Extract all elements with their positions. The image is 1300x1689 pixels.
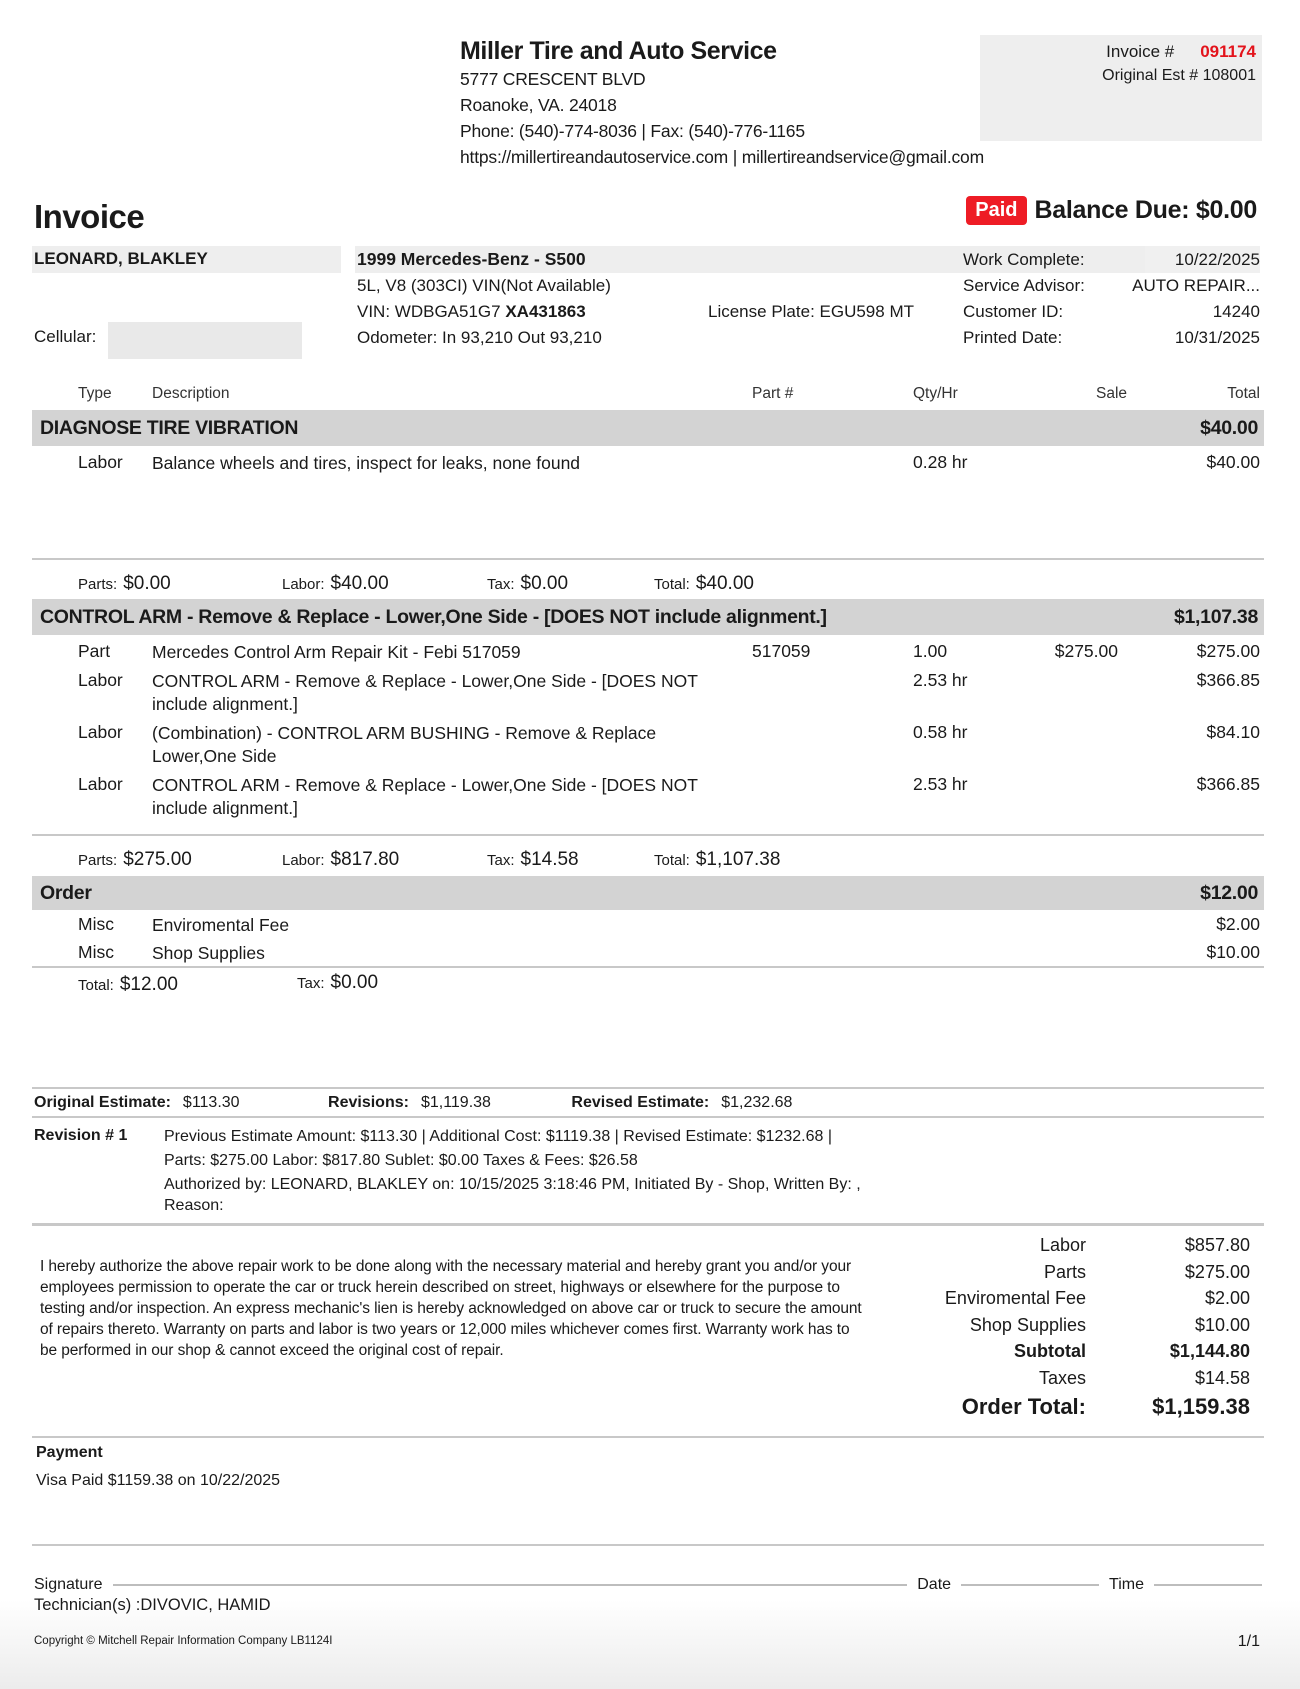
divider [32, 1544, 1264, 1546]
totals-row-parts: Parts $275.00 [1043, 1261, 1250, 1282]
meta-printed-date [963, 325, 1260, 351]
meta-label: Work Complete: [963, 250, 1085, 269]
signature-line[interactable] [113, 1584, 908, 1586]
technicians: Technician(s) :DIVOVIC, HAMID [34, 1596, 271, 1614]
line-description: CONTROL ARM - Remove & Replace - Lower,One Side - [DOES NOT include alignment.] [152, 775, 698, 818]
meta-value: 10/22/2025 [1145, 246, 1260, 273]
section-summary-parts: Parts: $275.00 [78, 849, 192, 870]
line-total: $10.00 [1206, 942, 1260, 962]
section-total: $1,107.38 [1173, 605, 1258, 628]
line-qty: 2.53 hr [913, 774, 968, 794]
col-header-part: Part # [752, 385, 794, 402]
section-summary-tax: Tax: $0.00 [487, 573, 569, 594]
original-estimate-number: Original Est # 108001 [1102, 67, 1256, 84]
section-summary-total: Total: $40.00 [654, 573, 754, 594]
copyright: Copyright © Mitchell Repair Information Company LB1124I [34, 1635, 333, 1647]
section-summary-labor: Labor: $40.00 [282, 573, 389, 594]
original-estimate-value: $113.30 [182, 1094, 240, 1111]
meta-value: 10/31/2025 [1174, 328, 1260, 347]
revision-details [164, 1125, 924, 1218]
time-label: Time [1109, 1576, 1144, 1593]
invoice-number-label: Invoice # [1106, 42, 1175, 61]
original-estimate-label: Original Estimate: [34, 1094, 171, 1111]
line-type: Misc [78, 942, 114, 962]
divider [32, 1436, 1264, 1438]
line-type: Misc [78, 914, 114, 934]
cellular-label: Cellular: [34, 327, 97, 346]
customer-name: LEONARD, BLAKLEY [32, 246, 341, 273]
revised-estimate-value: $1,232.68 [721, 1094, 793, 1111]
line-description: CONTROL ARM - Remove & Replace - Lower,One Side - [DOES NOT include alignment.] [152, 671, 698, 714]
line-description: (Combination) - CONTROL ARM BUSHING - Remove & Replace Lower,One Side [152, 723, 657, 766]
totals-row-shop-supplies: Shop Supplies $10.00 [969, 1314, 1250, 1335]
col-header-qty: Qty/Hr [913, 385, 958, 402]
revision-line: Reason: [164, 1197, 224, 1214]
shop-phone-fax: Phone: (540)-774-8036 | Fax: (540)-776-1165 [460, 121, 805, 141]
line-total: $366.85 [1196, 670, 1260, 690]
line-type: Labor [78, 452, 123, 472]
meta-work-complete [963, 246, 1260, 273]
totals-row-order-total: Order Total: $1,159.38 [961, 1394, 1250, 1419]
revisions-value: $1,119.38 [420, 1094, 491, 1111]
shop-name: Miller Tire and Auto Service [460, 37, 777, 65]
revised-estimate-label: Revised Estimate: [571, 1094, 710, 1111]
section-summary-tax: Tax: $14.58 [487, 849, 579, 870]
revision-line: Authorized by: LEONARD, BLAKLEY on: 10/15/2025 3:18:46 PM, Initiated By - Shop, Written By: , [164, 1176, 861, 1193]
line-total: $40.00 [1206, 452, 1260, 472]
payment-status [966, 196, 1257, 225]
revisions-label: Revisions: [328, 1094, 409, 1111]
section-total: $40.00 [1200, 416, 1258, 439]
line-description: Enviromental Fee [152, 915, 290, 935]
line-total: $84.10 [1206, 722, 1260, 742]
invoice-meta [963, 246, 1260, 351]
meta-value: AUTO REPAIR... [1132, 276, 1260, 295]
payment-title: Payment [36, 1444, 103, 1461]
meta-customer-id [963, 299, 1260, 325]
vehicle-engine: 5L, V8 (303CI) VIN(Not Available) [357, 276, 611, 295]
line-type: Part [78, 641, 111, 661]
line-type: Labor [78, 774, 123, 794]
signature-label: Signature [34, 1576, 103, 1593]
estimate-summary [34, 1094, 792, 1112]
meta-label: Service Advisor: [963, 276, 1085, 295]
vehicle-info [357, 246, 917, 351]
col-header-total: Total [1227, 385, 1260, 402]
section-summary-labor: Labor: $817.80 [282, 849, 400, 870]
line-description: Balance wheels and tires, inspect for leaks, none found [152, 453, 581, 473]
divider [32, 1223, 1264, 1226]
invoice-number: 091174 [1200, 42, 1256, 61]
license-plate: License Plate: EGU598 MT [708, 302, 914, 321]
section-title: CONTROL ARM - Remove & Replace - Lower,One Side - [DOES NOT include alignment.] [40, 605, 827, 628]
shop-address-line1: 5777 CRESCENT BLVD [460, 69, 646, 89]
order-summary-total: Total: $12.00 [78, 974, 178, 995]
divider [32, 834, 1264, 836]
meta-service-advisor [963, 273, 1260, 299]
vehicle-title: 1999 Mercedes-Benz - S500 [357, 249, 586, 269]
payment-text: Visa Paid $1159.38 on 10/22/2025 [36, 1472, 281, 1489]
cellular-value [108, 322, 302, 359]
col-header-description: Description [152, 385, 230, 402]
totals-row-subtotal: Subtotal $1,144.80 [1014, 1341, 1250, 1361]
section-header [32, 876, 1264, 910]
vin-prefix: VIN: WDBGA51G7 [357, 302, 501, 321]
paid-badge: Paid [966, 196, 1026, 225]
line-type: Labor [78, 722, 123, 742]
signature-row [34, 1576, 1262, 1594]
shop-address-line2: Roanoke, VA. 24018 [460, 95, 617, 115]
order-summary-tax: Tax: $0.00 [297, 972, 379, 993]
line-sale: $275.00 [1054, 641, 1118, 661]
divider [32, 1087, 1264, 1089]
divider [32, 558, 1264, 560]
line-description: Shop Supplies [152, 943, 265, 963]
totals-row-enviromental-fee: Enviromental Fee $2.00 [944, 1288, 1250, 1308]
section-summary-parts: Parts: $0.00 [78, 573, 171, 594]
line-total: $366.85 [1196, 774, 1260, 794]
page-title: Invoice [34, 198, 145, 235]
section-title: Order [40, 881, 92, 904]
date-line[interactable] [961, 1584, 1099, 1586]
section-total: $12.00 [1200, 881, 1258, 904]
section-title: DIAGNOSE TIRE VIBRATION [40, 416, 299, 439]
line-qty: 0.28 hr [913, 452, 968, 472]
col-header-sale: Sale [1096, 385, 1128, 402]
meta-label: Customer ID: [963, 302, 1064, 321]
shop-web-email[interactable]: https://millertireandautoservice.com | millertireandservice@gmail.com [460, 147, 984, 167]
balance-due: Balance Due: $0.00 [1034, 196, 1257, 224]
revision-line: Parts: $275.00 Labor: $817.80 Sublet: $0.00 Taxes & Fees: $26.58 [164, 1152, 638, 1169]
revision-label: Revision # 1 [34, 1127, 128, 1144]
col-header-type: Type [78, 385, 112, 402]
invoice-number-box [980, 35, 1262, 141]
vehicle-odometer: Odometer: In 93,210 Out 93,210 [357, 328, 602, 347]
divider [32, 966, 1264, 968]
date-label: Date [917, 1576, 952, 1593]
totals-row-taxes: Taxes $14.58 [1038, 1367, 1250, 1388]
line-type: Labor [78, 670, 123, 690]
line-qty: 0.58 hr [913, 722, 968, 742]
section-summary-total: Total: $1,107.38 [654, 849, 781, 870]
line-qty: 2.53 hr [913, 670, 968, 690]
revision-line: Previous Estimate Amount: $113.30 | Additional Cost: $1119.38 | Revised Estimate: $1232.68 | [164, 1128, 832, 1145]
section-header [32, 599, 1264, 635]
line-total: $275.00 [1196, 641, 1260, 661]
totals-summary [920, 1232, 1250, 1423]
vin-bold: XA431863 [505, 302, 586, 321]
line-qty: 1.00 [913, 641, 948, 661]
divider [32, 1116, 1264, 1118]
line-description: Mercedes Control Arm Repair Kit - Febi 517059 [152, 642, 521, 662]
meta-label: Printed Date: [963, 328, 1063, 347]
time-line[interactable] [1154, 1584, 1262, 1586]
section-header [32, 410, 1264, 446]
totals-row-labor: Labor $857.80 [1039, 1235, 1250, 1255]
authorization-terms: I hereby authorize the above repair work to be done along with the necessary material and hereby grant you and/or your employees permission to operate the car or truck herein described on street, highways or elsewhere for the purpose to testing and/or inspection. An express mechanic's lien is hereby acknowledged on above car or truck to secure the amount of repairs thereto. Warranty on parts and labor is two years or 12,000 miles whichever comes first. Warranty work has to be performed in our shop & cannot exceed the original cost of repair. [40, 1258, 862, 1359]
line-part-number: 517059 [752, 641, 811, 661]
meta-value: 14240 [1212, 302, 1260, 321]
line-total: $2.00 [1216, 914, 1260, 934]
page-number: 1/1 [1237, 1633, 1260, 1650]
